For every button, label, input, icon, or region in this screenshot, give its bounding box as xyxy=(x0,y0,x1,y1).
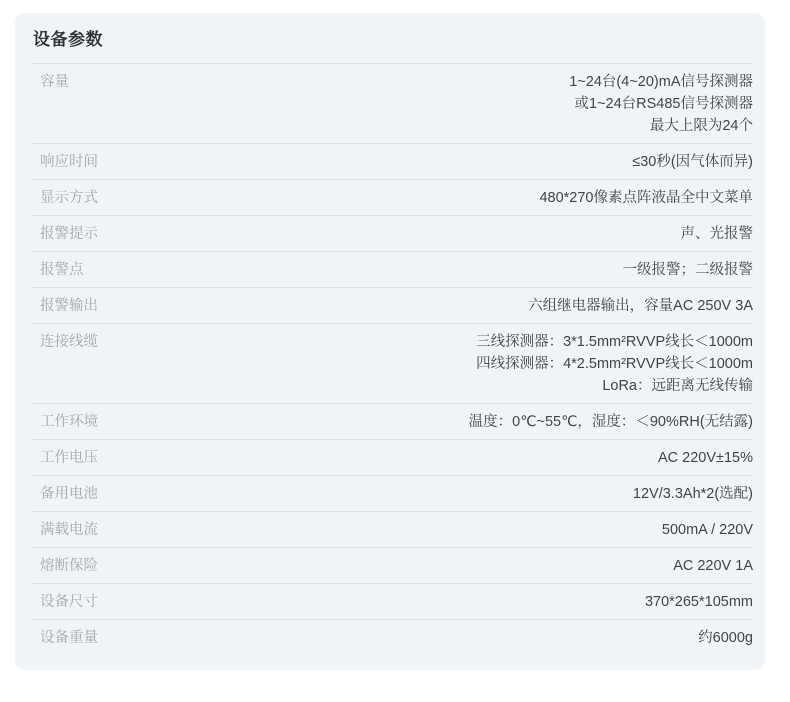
spec-value xyxy=(183,151,753,173)
spec-value xyxy=(183,519,753,541)
spec-row xyxy=(33,287,753,323)
spec-label: 设备尺寸 xyxy=(40,594,98,610)
spec-label: 显示方式 xyxy=(40,190,98,206)
spec-value-line: 四线探测器：4*2.5mm²RVVP线长＜1000m xyxy=(476,356,753,372)
spec-value-line: 声、光报警 xyxy=(680,226,753,242)
spec-value-line: 温度：0℃~55℃，湿度：＜90%RH(无结露) xyxy=(468,414,753,430)
spec-value xyxy=(183,411,753,433)
spec-row xyxy=(33,143,753,179)
spec-value-line: 一级报警；二级报警 xyxy=(622,262,753,278)
spec-row xyxy=(33,583,753,619)
spec-value-line: 1~24台(4~20)mA信号探测器 xyxy=(569,74,753,90)
spec-row xyxy=(33,179,753,215)
spec-label: 备用电池 xyxy=(40,486,98,502)
card-title: 设备参数 xyxy=(33,30,103,49)
spec-row xyxy=(33,215,753,251)
spec-row xyxy=(33,511,753,547)
spec-value xyxy=(183,447,753,469)
spec-value xyxy=(183,331,753,397)
spec-value xyxy=(183,259,753,281)
spec-label: 报警输出 xyxy=(40,298,98,314)
spec-label: 工作电压 xyxy=(40,450,98,466)
spec-value-line: 500mA / 220V xyxy=(661,522,753,538)
spec-label: 工作环境 xyxy=(40,414,98,430)
spec-value xyxy=(183,627,753,649)
spec-row xyxy=(33,251,753,287)
spec-value-line: ≤30秒(因气体而异) xyxy=(632,154,753,170)
spec-value-line: 三线探测器：3*1.5mm²RVVP线长＜1000m xyxy=(476,334,753,350)
spec-value-line: 最大上限为24个 xyxy=(649,118,753,134)
spec-value-line: 480*270像素点阵液晶全中文菜单 xyxy=(539,190,753,206)
spec-label: 报警提示 xyxy=(40,226,98,242)
spec-label: 连接线缆 xyxy=(40,334,98,350)
spec-row xyxy=(33,439,753,475)
spec-row xyxy=(33,619,753,655)
spec-value-line: 约6000g xyxy=(698,630,753,646)
spec-row xyxy=(33,323,753,403)
spec-value-line: 或1~24台RS485信号探测器 xyxy=(574,96,753,112)
spec-row xyxy=(33,547,753,583)
spec-value-line: LoRa：远距离无线传输 xyxy=(602,378,753,394)
spec-row xyxy=(33,475,753,511)
spec-value-line: 370*265*105mm xyxy=(644,594,753,610)
spec-value-line: AC 220V 1A xyxy=(673,558,753,574)
spec-label: 设备重量 xyxy=(40,630,98,646)
spec-label: 满载电流 xyxy=(40,522,98,538)
spec-value-line: 六组继电器输出，容量AC 250V 3A xyxy=(528,298,753,314)
spec-value xyxy=(183,223,753,245)
spec-row xyxy=(33,63,753,143)
spec-card xyxy=(15,13,765,670)
spec-value xyxy=(183,187,753,209)
spec-table xyxy=(33,63,753,655)
spec-label: 容量 xyxy=(40,74,69,90)
spec-value xyxy=(183,295,753,317)
spec-label: 报警点 xyxy=(40,262,84,278)
spec-label: 熔断保险 xyxy=(40,558,98,574)
spec-value xyxy=(183,555,753,577)
spec-value-line: AC 220V±15% xyxy=(657,450,753,466)
spec-value xyxy=(183,71,753,137)
spec-value xyxy=(183,591,753,613)
spec-value xyxy=(183,483,753,505)
spec-value-line: 12V/3.3Ah*2(选配) xyxy=(632,486,753,502)
spec-row xyxy=(33,403,753,439)
spec-label: 响应时间 xyxy=(40,154,98,170)
